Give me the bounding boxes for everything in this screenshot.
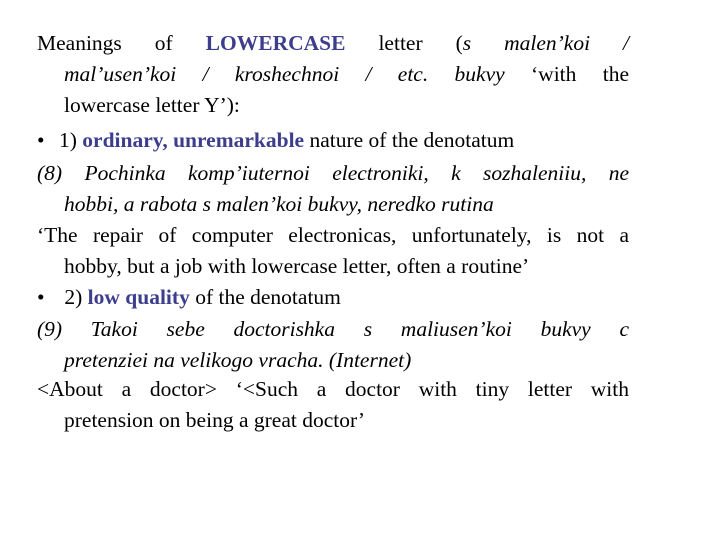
example-9-line-1: (9) Takoi sebe doctorishka s maliusen’koi bukvy c — [37, 317, 629, 341]
heading-line-1 — [37, 28, 629, 59]
example-8-line-1: (8) Pochinka komp’iuternoi electroniki, k sozhaleniiu, ne — [37, 161, 629, 185]
example-9-line-2: pretenziei na velikogo vracha. (Internet) — [64, 348, 412, 372]
translation-9-line-1: <About a doctor> ‘<Such a doctor with tiny letter with — [37, 377, 629, 401]
bullet-icon: • — [37, 285, 45, 309]
meaning-2-highlight: low quality — [87, 285, 190, 309]
heading-line-2 — [37, 59, 629, 90]
example-9 — [37, 314, 629, 376]
heading-italic-term: s malen’koi / — [462, 31, 630, 55]
translation-9-line-2: pretension on being a great doctor’ — [64, 408, 366, 432]
heading-italic-terms: mal’usen’koi / kroshechnoi / etc. bukvy — [64, 62, 505, 86]
translation-8 — [37, 220, 629, 282]
meaning-2-line — [37, 282, 629, 313]
translation-8-line-1: ‘The repair of computer electronicas, unfortunately, is not a — [37, 223, 629, 247]
meaning-1-highlight: ordinary, unremarkable — [82, 128, 305, 152]
meaning-1-item — [37, 125, 629, 156]
meaning-2-item — [37, 282, 629, 313]
heading-paragraph — [37, 28, 629, 121]
heading-text: Meanings of — [37, 31, 173, 55]
meaning-1-rest: nature of the denotatum — [309, 128, 515, 152]
heading-text: ‘with the — [531, 62, 629, 86]
meaning-1-line — [37, 125, 629, 156]
example-8-line-2: hobbi, a rabota s malen’koi bukvy, neredko rutina — [64, 192, 494, 216]
heading-text: letter ( — [378, 31, 463, 55]
heading-highlight: LOWERCASE — [205, 31, 346, 55]
meaning-1-number: 1) — [59, 128, 77, 152]
translation-8-line-2: hobby, but a job with lowercase letter, often a routine’ — [64, 254, 530, 278]
example-8 — [37, 158, 629, 220]
heading-line-3: lowercase letter Y’): — [64, 93, 240, 117]
meaning-2-number: 2) — [64, 285, 83, 309]
meaning-2-rest: of the denotatum — [195, 285, 341, 309]
bullet-icon: • — [37, 128, 45, 152]
translation-9 — [37, 374, 629, 436]
